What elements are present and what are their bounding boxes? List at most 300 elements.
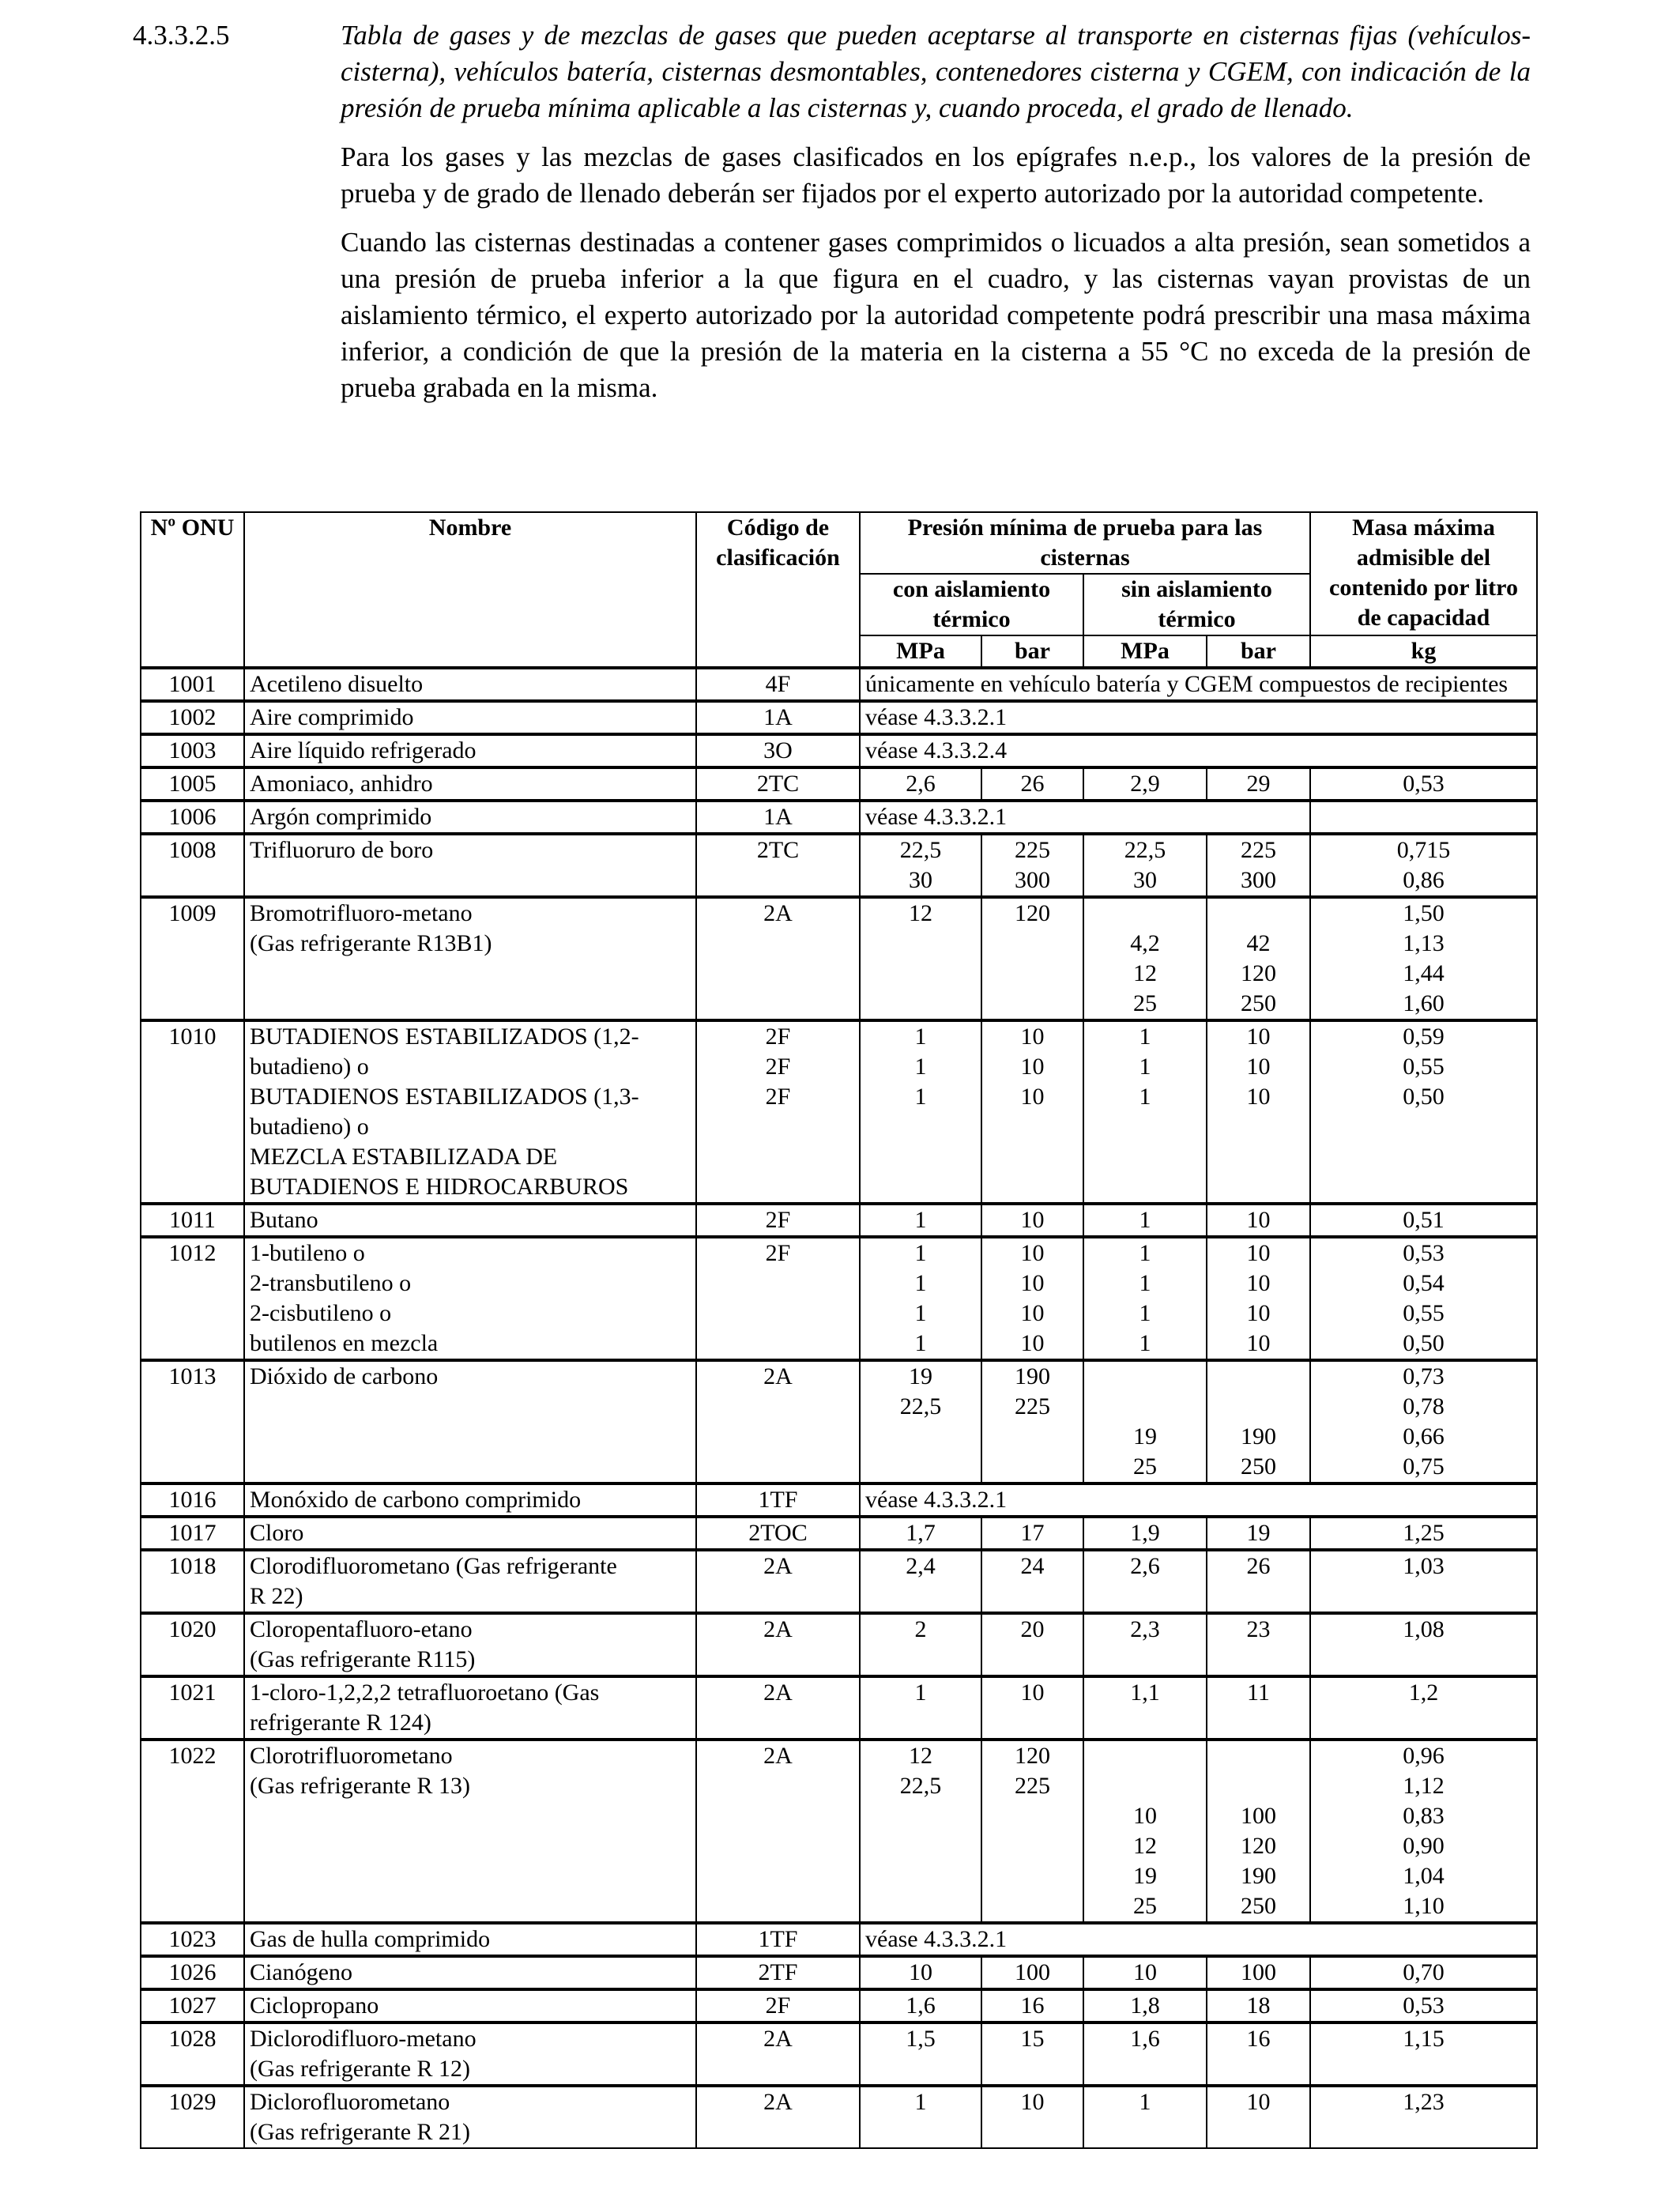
cell-bar-without-line [1212,1741,1305,1771]
cell-mpa-without-line: 2,6 [1130,1553,1160,1579]
table-row [141,1956,1537,1989]
cell-mpa-with-line: 12 [909,900,932,926]
cell-bar-with [981,1020,1083,1204]
cell-code-line: 2A [763,1553,793,1579]
cell-mpa-without-line [1089,899,1201,929]
cell-bar-without-line: 10 [1246,1330,1271,1356]
cell-bar-without-line: 100 [1241,1803,1276,1829]
table-row [141,1613,1537,1676]
cell-bar-with-line: 100 [1015,1959,1050,1985]
cell-mpa-without [1083,1956,1207,1989]
cell-bar-without [1207,1989,1310,2022]
cell-bar-with-line: 120 [1015,1743,1050,1769]
table-body [141,668,1537,2148]
cell-bar-with-line: 16 [1020,1992,1045,2019]
cell-mpa-without [1083,1676,1207,1740]
header-bar-with: bar [981,635,1083,668]
cell-mpa-with-line: 22,5 [899,837,942,863]
table-row [141,2022,1537,2086]
cell-code-line: 2F [765,1240,791,1266]
cell-bar-with-line: 10 [1020,1300,1045,1326]
header-onu: Nº ONU [141,512,244,668]
cell-mpa-with [860,1956,981,1989]
header-pressure: Presión mínima de prueba para las cisternas [860,512,1310,574]
cell-bar-without-line [1212,899,1305,929]
cell-onu: 1005 [141,767,244,801]
cell-bar-without-line: 250 [1241,1453,1276,1480]
cell-code [696,1613,860,1676]
cell-mpa-with-line: 1 [914,1054,927,1080]
table-row [141,734,1537,767]
cell-name-line: Bromotrifluoro-metano [250,900,473,926]
cell-bar-without [1207,1517,1310,1550]
header-name: Nombre [244,512,696,668]
cell-onu: 1027 [141,1989,244,2022]
cell-name-line: Gas de hulla comprimido [250,1926,491,1952]
cell-code [696,668,860,701]
cell-kg-line: 0,75 [1403,1453,1445,1480]
cell-code [696,734,860,767]
cell-code [696,1923,860,1956]
cell-onu: 1020 [141,1613,244,1676]
cell-bar-with-line: 225 [1015,1773,1050,1799]
cell-bar-with-line: 300 [1015,867,1050,893]
cell-name-line: butadieno) o [250,1114,369,1140]
cell-bar-without-line: 250 [1241,990,1276,1016]
table-row [141,1237,1537,1360]
table-row [141,1740,1537,1923]
cell-kg-line: 1,13 [1403,930,1445,956]
cell-mpa-with-line: 1 [914,1240,927,1266]
cell-onu: 1013 [141,1360,244,1483]
cell-kg-line: 1,08 [1403,1616,1445,1642]
cell-onu: 1023 [141,1923,244,1956]
cell-name-line: 2-cisbutileno o [250,1300,392,1326]
cell-code-line: 1TF [758,1926,798,1952]
table-row [141,1360,1537,1483]
cell-code-line: 1A [763,804,793,830]
cell-mpa-with-line: 1 [914,1270,927,1296]
table-row [141,1020,1537,1204]
cell-mpa-with-line: 1 [914,1330,927,1356]
cell-bar-without-line: 10 [1246,1300,1271,1326]
cell-name [244,1989,696,2022]
cell-mpa-with [860,2086,981,2148]
cell-bar-without [1207,767,1310,801]
cell-mpa-without [1083,767,1207,801]
cell-bar-with-line: 10 [1020,1679,1045,1706]
cell-onu: 1011 [141,1204,244,1237]
cell-mpa-with-line: 1 [914,2089,927,2115]
cell-name-line: Diclorofluorometano [250,2089,450,2115]
cell-mpa-without [1083,1237,1207,1360]
table-row [141,1550,1537,1613]
cell-kg-line: 0,715 [1396,837,1451,863]
table-row [141,1989,1537,2022]
cell-onu: 1016 [141,1483,244,1517]
cell-mpa-with-line: 1,5 [906,2026,936,2052]
cell-bar-without-line: 18 [1246,1992,1271,2019]
cell-code-line: 2A [763,1363,793,1389]
table-row [141,767,1537,801]
cell-bar-with [981,1740,1083,1923]
cell-bar-without-line: 100 [1241,1959,1276,1985]
cell-onu: 1008 [141,834,244,897]
cell-bar-without [1207,2022,1310,2086]
cell-bar-without-line: 10 [1246,2089,1271,2115]
cell-mpa-without-line [1089,1362,1201,1392]
cell-mpa-with-line: 2,6 [906,771,936,797]
cell-mpa-with [860,1020,981,1204]
cell-bar-without-line [1212,1392,1305,1422]
cell-name [244,1740,696,1923]
cell-kg [1310,1360,1537,1483]
cell-code-line: 2F [765,1207,791,1233]
cell-kg [1310,897,1537,1020]
table-row [141,2086,1537,2148]
cell-onu: 1006 [141,801,244,834]
cell-mpa-with-line: 19 [909,1363,932,1389]
cell-kg-line: 1,60 [1403,990,1445,1016]
paragraph-nep: Para los gases y las mezclas de gases clasificados en los epígrafes n.e.p., los valores de la presión de prueba y de grado de llenado deberán ser fijados por el experto autorizado por la autoridad competente. [341,141,1531,209]
cell-mpa-with [860,2022,981,2086]
cell-kg [1310,1676,1537,1740]
cell-name [244,1020,696,1204]
table-row [141,801,1537,834]
cell-kg-line: 0,50 [1403,1330,1445,1356]
cell-bar-without-line: 190 [1241,1423,1276,1449]
cell-name [244,1923,696,1956]
cell-kg-line: 0,78 [1403,1393,1445,1419]
cell-mpa-with [860,1989,981,2022]
section-intro [341,17,1531,419]
cell-kg-line: 0,96 [1403,1743,1445,1769]
cell-mpa-with [860,1517,981,1550]
cell-kg [1310,801,1537,834]
cell-kg-line: 0,50 [1403,1084,1445,1110]
cell-mpa-without-line: 1 [1139,1270,1151,1296]
cell-bar-without-line: 225 [1241,837,1276,863]
cell-bar-with [981,834,1083,897]
cell-name [244,2086,696,2148]
table-row [141,668,1537,701]
cell-onu: 1017 [141,1517,244,1550]
cell-name-line: BUTADIENOS ESTABILIZADOS (1,2- [250,1023,639,1050]
cell-bar-without [1207,834,1310,897]
cell-name-line: 1-butileno o [250,1240,365,1266]
cell-kg [1310,1020,1537,1204]
cell-code [696,1740,860,1923]
cell-bar-without [1207,1740,1310,1923]
cell-kg-line: 1,15 [1403,2026,1445,2052]
cell-bar-with [981,1989,1083,2022]
cell-name [244,1956,696,1989]
cell-kg-line: 0,53 [1403,771,1445,797]
header-with-insulation: con aislamiento térmico [860,574,1083,635]
cell-name [244,1613,696,1676]
cell-bar-without-line: 300 [1241,867,1276,893]
cell-kg-line: 0,70 [1403,1959,1445,1985]
cell-kg-line: 1,50 [1403,900,1445,926]
cell-mpa-with-line: 1 [914,1207,927,1233]
header-bar-without: bar [1207,635,1310,668]
cell-code-line: 2F [765,1023,791,1050]
cell-name-line: Aire líquido refrigerado [250,737,477,763]
cell-mpa-with-line: 1 [914,1679,927,1706]
table-row [141,834,1537,897]
cell-mpa-without-line: 1,8 [1130,1992,1160,2019]
cell-kg-line: 1,03 [1403,1553,1445,1579]
cell-mpa-with [860,1360,981,1483]
cell-mpa-with [860,1613,981,1676]
cell-kg-line: 0,90 [1403,1833,1445,1859]
cell-onu: 1012 [141,1237,244,1360]
cell-name [244,897,696,1020]
cell-mpa-without-line: 2,3 [1130,1616,1160,1642]
cell-code [696,1204,860,1237]
cell-kg [1310,1613,1537,1676]
cell-bar-with [981,1517,1083,1550]
cell-onu: 1022 [141,1740,244,1923]
cell-name-line: BUTADIENOS E HIDROCARBUROS [250,1174,629,1200]
table-row [141,1676,1537,1740]
cell-bar-with-line: 10 [1020,1240,1045,1266]
cell-mpa-without-line: 10 [1133,1803,1157,1829]
cell-bar-without-line: 190 [1241,1863,1276,1889]
table-row [141,1483,1537,1517]
cell-code [696,1550,860,1613]
cell-bar-with [981,1613,1083,1676]
cell-kg-line: 0,54 [1403,1270,1445,1296]
cell-kg-line: 1,23 [1403,2089,1445,2115]
cell-name [244,734,696,767]
cell-name-line: butadieno) o [250,1054,369,1080]
cell-code-line: 2TF [758,1959,798,1985]
cell-mpa-with [860,1550,981,1613]
cell-mpa-without [1083,1740,1207,1923]
cell-name [244,1237,696,1360]
cell-kg-line: 1,04 [1403,1863,1445,1889]
cell-mpa-without-line: 1 [1139,1330,1151,1356]
cell-mpa-without-line: 1,1 [1130,1679,1160,1706]
cell-kg-line: 0,73 [1403,1363,1445,1389]
cell-bar-without-line: 10 [1246,1023,1271,1050]
cell-bar-without-line: 29 [1246,771,1271,797]
cell-kg [1310,767,1537,801]
cell-bar-without [1207,2086,1310,2148]
cell-name-line: Cloropentafluoro-etano [250,1616,473,1642]
cell-note: véase 4.3.3.2.1 [860,1923,1537,1956]
cell-onu: 1029 [141,2086,244,2148]
cell-bar-with-line: 10 [1020,1330,1045,1356]
cell-bar-with [981,1956,1083,1989]
cell-note: véase 4.3.3.2.1 [860,801,1310,834]
cell-onu: 1003 [141,734,244,767]
cell-mpa-with-line: 2,4 [906,1553,936,1579]
cell-mpa-without [1083,1989,1207,2022]
cell-name-line: (Gas refrigerante R13B1) [250,930,492,956]
cell-bar-without [1207,1020,1310,1204]
cell-kg [1310,834,1537,897]
cell-mpa-without [1083,1613,1207,1676]
cell-bar-with-line: 10 [1020,1084,1045,1110]
cell-name-line: Diclorodifluoro-metano [250,2026,477,2052]
cell-mpa-with [860,1740,981,1923]
cell-code-line: 2A [763,1616,793,1642]
cell-name-line: R 22) [250,1583,303,1609]
cell-bar-without [1207,1956,1310,1989]
table-row [141,701,1537,734]
cell-code [696,897,860,1020]
cell-mpa-with [860,1237,981,1360]
cell-mpa-without-line: 2,9 [1130,771,1160,797]
cell-mpa-with [860,1204,981,1237]
cell-mpa-without-line [1089,1741,1201,1771]
cell-mpa-without [1083,2022,1207,2086]
cell-bar-with-line: 26 [1020,771,1045,797]
cell-code-line: 1A [763,704,793,730]
cell-bar-with-line: 24 [1020,1553,1045,1579]
cell-kg [1310,1956,1537,1989]
cell-name-line: Monóxido de carbono comprimido [250,1487,582,1513]
cell-name-line: 2-transbutileno o [250,1270,412,1296]
cell-kg [1310,1237,1537,1360]
cell-mpa-without-line: 19 [1133,1863,1157,1889]
cell-kg-line: 0,59 [1403,1023,1445,1050]
cell-mpa-without-line: 1 [1139,1054,1151,1080]
cell-code-line: 2A [763,2089,793,2115]
cell-bar-without-line: 10 [1246,1207,1271,1233]
cell-mpa-without [1083,1020,1207,1204]
cell-mpa-without-line: 22,5 [1124,837,1166,863]
cell-bar-without-line: 11 [1247,1679,1270,1706]
cell-bar-with [981,1237,1083,1360]
cell-mpa-with [860,897,981,1020]
cell-name [244,801,696,834]
cell-mpa-with-line: 22,5 [899,1773,942,1799]
cell-code [696,2086,860,2148]
cell-name [244,834,696,897]
cell-code-line: 2TOC [748,1520,808,1546]
cell-bar-without-line: 120 [1241,960,1276,986]
cell-note: véase 4.3.3.2.1 [860,701,1537,734]
cell-name-line: Aire comprimido [250,704,414,730]
cell-bar-with [981,2086,1083,2148]
cell-name-line: Clorodifluorometano (Gas refrigerante [250,1553,617,1579]
cell-mpa-with [860,1676,981,1740]
cell-name-line: Trifluoruro de boro [250,837,434,863]
cell-name-line: Cloro [250,1520,304,1546]
cell-note: véase 4.3.3.2.1 [860,1483,1537,1517]
cell-bar-with [981,897,1083,1020]
cell-mpa-with-line: 1,7 [906,1520,936,1546]
cell-kg [1310,1204,1537,1237]
cell-name-line: butilenos en mezcla [250,1330,439,1356]
cell-mpa-with-line: 10 [909,1959,932,1985]
cell-mpa-without-line: 1 [1139,1023,1151,1050]
cell-mpa-with-line: 12 [909,1743,932,1769]
cell-name [244,767,696,801]
cell-mpa-without [1083,897,1207,1020]
cell-bar-with-line: 10 [1020,1270,1045,1296]
cell-bar-without [1207,897,1310,1020]
cell-mpa-without [1083,1360,1207,1483]
cell-name [244,1676,696,1740]
table-row [141,1204,1537,1237]
cell-mpa-without-line: 1 [1139,2089,1151,2115]
cell-mpa-with-line: 1 [914,1084,927,1110]
cell-mpa-without-line: 4,2 [1130,930,1160,956]
cell-kg-line: 0,66 [1403,1423,1445,1449]
cell-code-line: 2A [763,900,793,926]
section-number: 4.3.3.2.5 [133,20,230,51]
cell-mpa-without [1083,2086,1207,2148]
cell-bar-without-line: 26 [1246,1553,1271,1579]
cell-bar-with [981,1676,1083,1740]
cell-name-line: (Gas refrigerante R 13) [250,1773,471,1799]
cell-mpa-with-line: 2 [914,1616,927,1642]
cell-code [696,1989,860,2022]
cell-mpa-without-line [1089,1771,1201,1801]
cell-bar-with [981,767,1083,801]
cell-bar-with [981,1360,1083,1483]
cell-code [696,801,860,834]
cell-code-line: 2TC [756,771,800,797]
cell-mpa-without-line: 10 [1133,1959,1157,1985]
cell-kg [1310,2086,1537,2148]
section-title: Tabla de gases y de mezclas de gases que pueden aceptarse al transporte en cisternas fijas (vehículos-cisterna), vehículos batería, cisternas desmontables, contenedores cisterna y CGEM, con indicación de la presión de prueba mínima aplicable a las cisternas y, cuando proceda, el grado de llenado. [341,20,1531,123]
cell-name [244,1360,696,1483]
cell-name-line: Dióxido de carbono [250,1363,439,1389]
cell-bar-with [981,1204,1083,1237]
cell-code-line: 2F [765,1992,791,2019]
cell-code [696,1020,860,1204]
cell-mpa-without-line [1089,1392,1201,1422]
cell-mpa-without [1083,834,1207,897]
cell-code [696,1360,860,1483]
cell-code-line: 4F [765,671,791,697]
cell-name-line: Butano [250,1207,318,1233]
cell-bar-with-line: 10 [1020,2089,1045,2115]
header-mpa-with: MPa [860,635,981,668]
cell-name-line: (Gas refrigerante R115) [250,1646,476,1672]
cell-kg-line: 0,53 [1403,1240,1445,1266]
cell-code [696,767,860,801]
cell-name-line: Cianógeno [250,1959,352,1985]
cell-mpa-without-line: 1 [1139,1240,1151,1266]
cell-code-line: 2A [763,1679,793,1706]
cell-bar-without-line: 250 [1241,1893,1276,1919]
cell-bar-with-line: 17 [1020,1520,1045,1546]
cell-mpa-without-line: 30 [1133,867,1157,893]
cell-bar-without-line [1212,1362,1305,1392]
cell-bar-without [1207,1360,1310,1483]
cell-note: únicamente en vehículo batería y CGEM compuestos de recipientes [860,668,1537,701]
cell-bar-without-line: 19 [1246,1520,1271,1546]
cell-onu: 1010 [141,1020,244,1204]
cell-mpa-with-line: 30 [909,867,932,893]
table-row [141,897,1537,1020]
cell-name-line: BUTADIENOS ESTABILIZADOS (1,3- [250,1084,639,1110]
cell-name-line: refrigerante R 124) [250,1710,431,1736]
cell-name-line: 1-cloro-1,2,2,2 tetrafluoroetano (Gas [250,1679,600,1706]
header-kg: kg [1310,635,1537,668]
cell-bar-without [1207,1237,1310,1360]
cell-onu: 1018 [141,1550,244,1613]
cell-bar-without-line: 120 [1241,1833,1276,1859]
cell-mpa-without-line: 1,9 [1130,1520,1160,1546]
cell-name [244,1517,696,1550]
